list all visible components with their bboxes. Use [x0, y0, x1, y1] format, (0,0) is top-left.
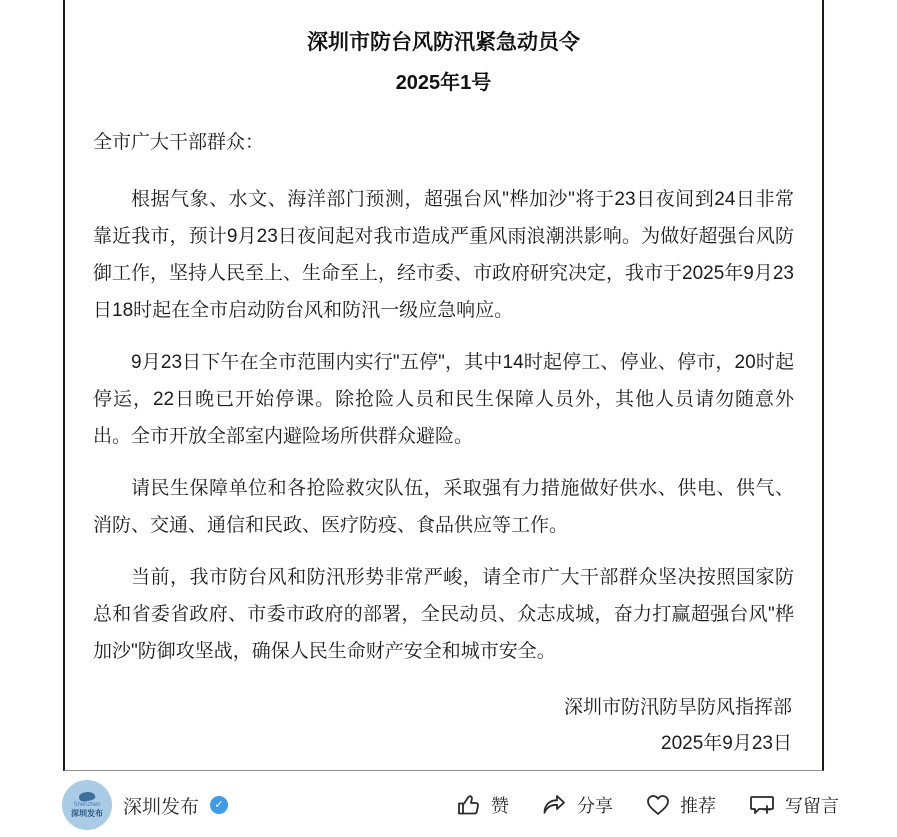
- document-title: 深圳市防台风防汛紧急动员令: [307, 31, 580, 54]
- document-date: 2025年9月23日: [661, 733, 792, 754]
- publisher-avatar[interactable]: [62, 780, 112, 830]
- document-paragraph: 9月23日下午在全市范围内实行"五停"，其中14时起停工、停业、停市，20时起停运，22日晚已开始停课。除抢险人员和民生保障人员外，其他人员请勿随意外出。全市开放全部室内避险场所供群众避险。: [93, 352, 794, 447]
- avatar-bird-icon: [78, 790, 96, 802]
- share-button[interactable]: [541, 792, 613, 818]
- official-document: [63, 0, 824, 771]
- share-icon: [541, 792, 568, 818]
- article-footer-bar: [0, 780, 897, 830]
- document-signature-block: [93, 690, 794, 762]
- document-paragraph: 当前，我市防台风和防汛形势非常严峻，请全市广大干部群众坚决按照国家防总和省委省政府、市委市政府的部署，全民动员、众志成城，奋力打赢超强台风"桦加沙"防御攻坚战，确保人民生命财产安全和城市安全。: [93, 567, 794, 662]
- document-number: 2025年1号: [395, 72, 492, 94]
- like-button[interactable]: [456, 792, 509, 818]
- like-label: 赞: [491, 796, 509, 816]
- publisher-name[interactable]: 深圳发布: [123, 796, 200, 818]
- verified-badge-icon: ✓: [210, 796, 228, 814]
- heart-icon: [645, 792, 671, 818]
- write-comment-label: 写留言: [785, 796, 839, 816]
- write-comment-button[interactable]: [748, 792, 839, 818]
- recommend-button[interactable]: [645, 792, 716, 818]
- share-label: 分享: [577, 796, 613, 816]
- comment-plus-icon: [748, 792, 776, 818]
- document-paragraph: 根据气象、水文、海洋部门预测，超强台风"桦加沙"将于23日夜间到24日非常靠近我市，预计9月23日夜间起对我市造成严重风雨浪潮洪影响。为做好超强台风防御工作，坚持人民至上、生命至上，经市委、市政府研究决定，我市于2025年9月23日18时起在全市启动防台风和防汛一级应急响应。: [93, 189, 794, 321]
- recommend-label: 推荐: [680, 796, 716, 816]
- document-issuer: 深圳市防汛防旱防风指挥部: [563, 697, 792, 718]
- avatar-cn-text: 深圳发布: [71, 808, 103, 818]
- publisher-account[interactable]: [62, 780, 228, 830]
- document-salutation: 全市广大干部群众：: [93, 132, 265, 153]
- document-paragraph: 请民生保障单位和各抢险救灾队伍，采取强有力措施做好供水、供电、供气、消防、交通、通信和民政、医疗防疫、食品供应等工作。: [93, 478, 794, 536]
- thumbs-up-icon: [456, 792, 482, 818]
- action-bar: [456, 792, 839, 818]
- avatar-en-text: Shenzhen: [73, 801, 101, 808]
